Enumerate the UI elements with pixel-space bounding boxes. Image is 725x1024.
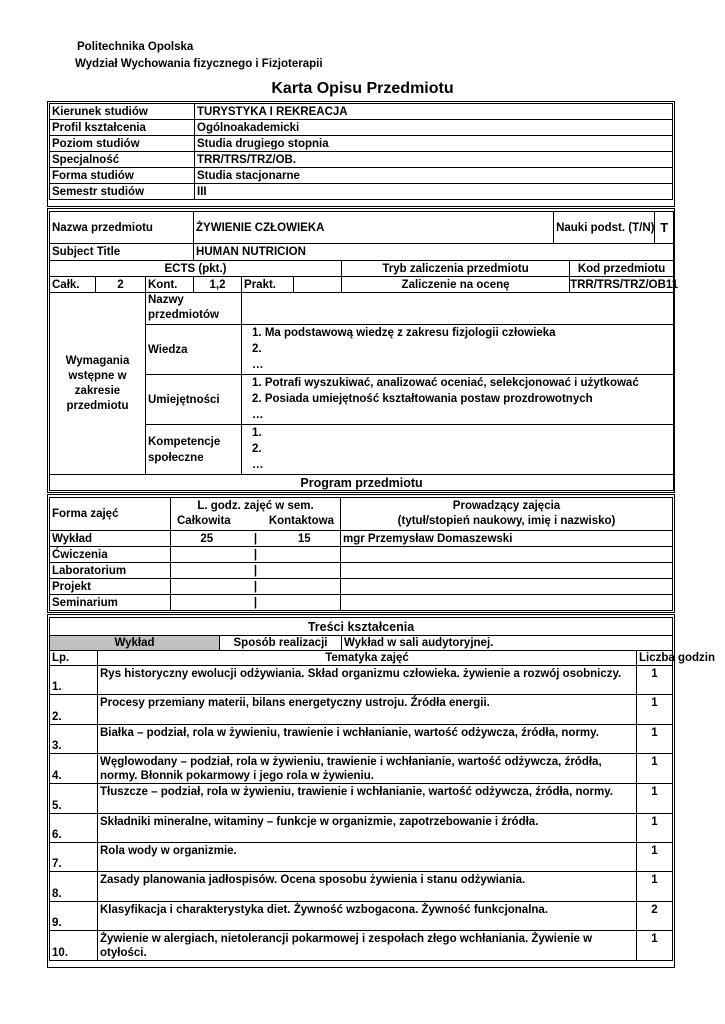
study-info-label: Poziom studiów — [50, 136, 195, 152]
topic-row — [50, 666, 673, 695]
program-table — [49, 497, 673, 611]
study-info-label: Specjalność — [50, 152, 195, 168]
program-prowadzacy — [341, 595, 673, 611]
topic-row — [50, 931, 673, 961]
program-separator: | — [243, 595, 269, 611]
study-info-row — [50, 136, 673, 152]
tryb-label: Tryb zaliczenia przedmiotu — [342, 261, 570, 277]
program-kont — [269, 579, 341, 595]
topic-hours: 2 — [637, 901, 673, 930]
program-row — [50, 547, 673, 563]
program-separator: | — [243, 547, 269, 563]
topic-text: Procesy przemiany materii, bilans energetyczny ustroju. Źródła energii. — [98, 695, 637, 724]
topic-lp: 4. — [50, 754, 98, 784]
topic-row — [50, 754, 673, 784]
topic-lp: 6. — [50, 813, 98, 842]
program-kont — [269, 563, 341, 579]
content-heading: Treści kształcenia — [50, 618, 673, 636]
topic-hours: 1 — [637, 931, 673, 961]
program-calk — [171, 563, 243, 579]
lp-label: Lp. — [50, 651, 98, 666]
godz-label: L. godz. zajęć w sem. — [197, 500, 314, 512]
kompetencje-item: 1. — [252, 427, 262, 439]
subject-name-label: Nazwa przedmiotu — [50, 212, 194, 244]
study-info-value: TRR/TRS/TRZ/OB. — [195, 152, 673, 168]
faculty-name: Wydział Wychowania fizycznego i Fizjoterapii — [75, 58, 323, 70]
topic-lp: 2. — [50, 695, 98, 724]
subject-table — [49, 211, 679, 491]
topic-lp: 10. — [50, 931, 98, 961]
program-row — [50, 563, 673, 579]
program-kont — [269, 595, 341, 611]
program-calk — [171, 595, 243, 611]
study-info-label: Profil kształcenia — [50, 120, 195, 136]
topic-lp: 7. — [50, 842, 98, 871]
program-forma: Wykład — [50, 531, 171, 547]
godzin-label: Liczba godzin — [637, 651, 673, 666]
topic-row — [50, 842, 673, 871]
program-separator: | — [243, 579, 269, 595]
study-info-row — [50, 152, 673, 168]
topic-hours: 1 — [637, 724, 673, 753]
program-forma: Ćwiczenia — [50, 547, 171, 563]
topic-row — [50, 695, 673, 724]
program-prowadzacy — [341, 563, 673, 579]
wiedza-label: Wiedza — [146, 325, 242, 375]
program-forma: Projekt — [50, 579, 171, 595]
program-separator: | — [243, 531, 269, 547]
study-info-label: Kierunek studiów — [50, 104, 195, 120]
program-row — [50, 531, 673, 547]
kont-label: Kont. — [146, 277, 194, 293]
nazwy-label: Nazwy przedmiotów — [146, 293, 242, 325]
study-info-value: Studia stacjonarne — [195, 168, 673, 184]
page-title: Karta Opisu Przedmiotu — [271, 80, 454, 97]
program-row — [50, 595, 673, 611]
subject-title: HUMAN NUTRICION — [194, 244, 674, 261]
program-kont — [269, 547, 341, 563]
wyklad-label: Wykład — [50, 636, 220, 651]
forma-label: Forma zajęć — [50, 498, 171, 531]
study-info-value: Ogólnoakademicki — [195, 120, 673, 136]
kompetencje-item: 2. — [252, 443, 262, 455]
topic-lp: 5. — [50, 784, 98, 813]
umiejetnosci-label: Umiejętności — [146, 375, 242, 425]
topic-lp: 3. — [50, 724, 98, 753]
topic-text: Rola wody w organizmie. — [98, 842, 637, 871]
subject-name: ŻYWIENIE CZŁOWIEKA — [194, 212, 554, 244]
topic-row — [50, 901, 673, 930]
content-table — [49, 617, 716, 961]
topic-text: Węglowodany – podział, rola w żywieniu, trawienie i wchłanianie, wartość odżywcza, źródła, normy. Błonnik pokarmowy i jego rola w żywieniu. — [98, 754, 637, 784]
calk-value: 2 — [96, 277, 146, 293]
kod-label: Kod przedmiotu — [570, 261, 674, 277]
topic-text: Żywienie w alergiach, nietolerancji pokarmowej i zespołach złego wchłaniania. Żywienie w otyłości. — [98, 931, 637, 961]
prowadzacy-label: Prowadzący zajęcia — [452, 500, 561, 512]
topic-text: Składniki mineralne, witaminy – funkcje w organizmie, zapotrzebowanie i źródła. — [98, 813, 637, 842]
topic-hours: 1 — [637, 872, 673, 901]
program-calk: 25 — [171, 531, 243, 547]
study-info-label: Forma studiów — [50, 168, 195, 184]
sposob-label: Sposób realizacji — [220, 636, 342, 651]
topic-text: Tłuszcze – podział, rola w żywieniu, trawienie i wchłanianie, wartość odżywcza, źródła, normy. — [98, 784, 637, 813]
prowadzacy-sub: (tytuł/stopień naukowy, imię i nazwisko) — [397, 515, 616, 527]
prakt-label: Prakt. — [242, 277, 294, 293]
study-info-label: Semestr studiów — [50, 184, 195, 200]
umiejetnosci-item: … — [252, 409, 264, 421]
calk-label: Całk. — [50, 277, 96, 293]
umiejetnosci-item: 2. Posiada umiejętność kształtowania postaw prozdrowotnych — [252, 393, 593, 405]
topic-lp: 1. — [50, 666, 98, 695]
wiedza-item: 1. Ma podstawową wiedzę z zakresu fizjologii człowieka — [252, 327, 556, 339]
study-info-table — [49, 103, 673, 200]
study-info-value: TURYSTYKA I REKREACJA — [195, 104, 673, 120]
study-info-row — [50, 184, 673, 200]
program-kont: 15 — [269, 531, 341, 547]
topic-lp: 8. — [50, 872, 98, 901]
topic-row — [50, 813, 673, 842]
topic-row — [50, 872, 673, 901]
topic-lp: 9. — [50, 901, 98, 930]
topic-hours: 1 — [637, 842, 673, 871]
prakt-value — [294, 277, 342, 293]
program-heading: Program przedmiotu — [50, 475, 674, 491]
sposob-value: Wykład w sali audytoryjnej. — [342, 636, 673, 651]
nauki-value: T — [654, 212, 673, 243]
topic-row — [50, 724, 673, 753]
wiedza-item: … — [252, 359, 264, 371]
requirements-label: Wymagania wstępne w zakresie przedmiotu — [50, 293, 146, 475]
program-forma: Laboratorium — [50, 563, 171, 579]
wiedza-item: 2. — [252, 343, 262, 355]
topic-text: Rys historyczny ewolucji odżywiania. Skład organizmu człowieka. żywienie a rozwój osobniczy. — [98, 666, 637, 695]
program-forma: Seminarium — [50, 595, 171, 611]
nauki-label: Nauki podst. (T/N) — [556, 221, 655, 234]
topic-hours: 1 — [637, 695, 673, 724]
topic-text: Białka – podział, rola w żywieniu, trawienie i wchłanianie, wartość odżywcza, źródła, normy. — [98, 724, 637, 753]
ects-label: ECTS (pkt.) — [50, 261, 342, 277]
topic-hours: 1 — [637, 666, 673, 695]
study-info-row — [50, 168, 673, 184]
topic-hours: 1 — [637, 754, 673, 784]
program-calk — [171, 579, 243, 595]
kod-value: TRR/TRS/TRZ/OB11 — [570, 278, 679, 291]
program-separator: | — [243, 563, 269, 579]
topic-text: Klasyfikacja i charakterystyka diet. Żywność wzbogacona. Żywność funkcjonalna. — [98, 901, 637, 930]
program-calk — [171, 547, 243, 563]
study-info-row — [50, 120, 673, 136]
tryb-value: Zaliczenie na ocenę — [342, 277, 570, 293]
university-name: Politechnika Opolska — [77, 41, 194, 53]
program-prowadzacy: mgr Przemysław Domaszewski — [341, 531, 673, 547]
program-prowadzacy — [341, 547, 673, 563]
study-info-row — [50, 104, 673, 120]
study-info-value: Studia drugiego stopnia — [195, 136, 673, 152]
topic-text: Zasady planowania jadłospisów. Ocena sposobu żywienia i stanu odżywiania. — [98, 872, 637, 901]
subject-title-label: Subject Title — [50, 244, 194, 261]
topic-hours: 1 — [637, 813, 673, 842]
study-info-value: III — [195, 184, 673, 200]
godz-calk-label: Całkowita — [177, 515, 231, 527]
umiejetnosci-item: 1. Potrafi wyszukiwać, analizować oceniać, selekcjonować i użytkować — [252, 377, 639, 389]
program-row — [50, 579, 673, 595]
topic-row — [50, 784, 673, 813]
kont-value: 1,2 — [194, 277, 242, 293]
godz-kont-label: Kontaktowa — [268, 515, 334, 527]
nazwy-value — [242, 293, 674, 325]
topic-hours: 1 — [637, 784, 673, 813]
kompetencje-item: … — [252, 459, 264, 471]
tematyka-label: Tematyka zajęć — [98, 651, 637, 666]
program-prowadzacy — [341, 579, 673, 595]
kompetencje-label: Kompetencje społeczne — [146, 425, 242, 475]
